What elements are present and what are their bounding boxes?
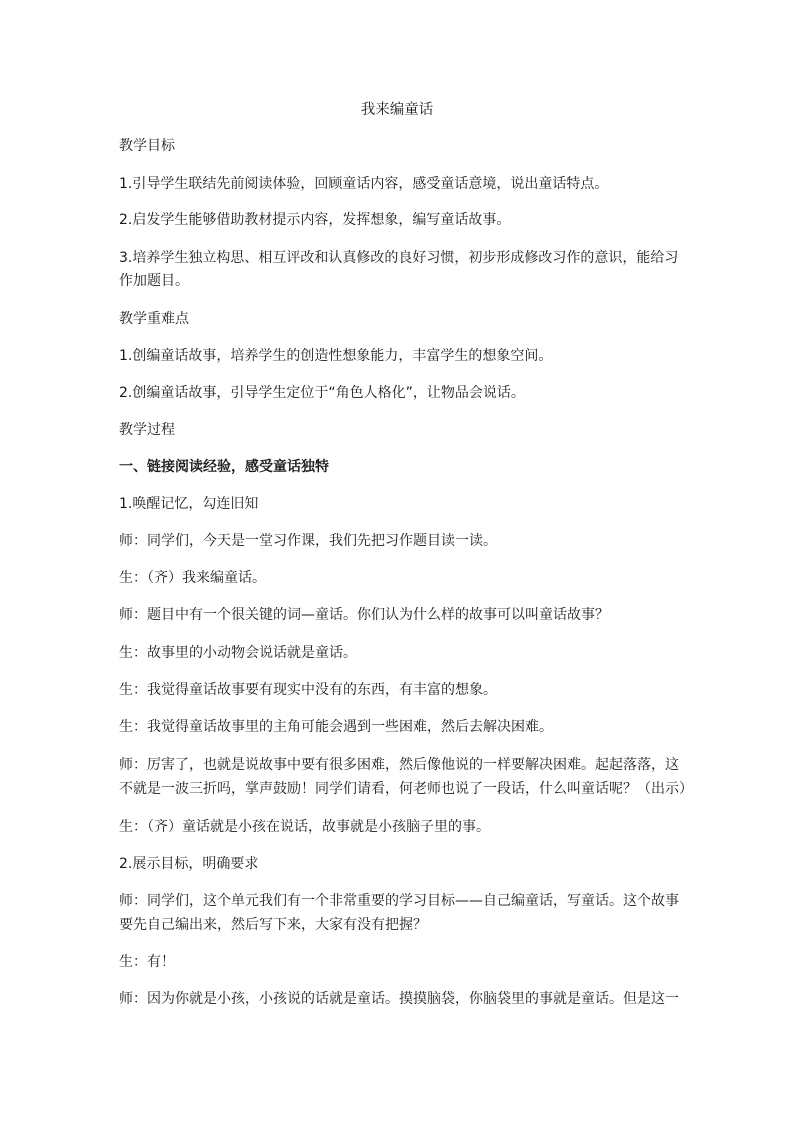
step-heading: 1.唤醒记忆，勾连旧知 bbox=[119, 496, 259, 512]
dialogue-line: 生：我觉得童话故事里的主角可能会遇到一些困难，然后去解决困难。 bbox=[119, 719, 553, 735]
dialogue-line: 生：（齐）我来编童话。 bbox=[119, 570, 266, 586]
step-heading: 2.展示目标，明确要求 bbox=[119, 856, 259, 872]
dialogue-line: 生：我觉得童话故事要有现实中没有的东西，有丰富的想象。 bbox=[119, 682, 497, 698]
paragraph: 1.创编童话故事，培养学生的创造性想象能力，丰富学生的想象空间。 bbox=[119, 348, 553, 364]
dialogue-line: 师：因为你就是小孩，小孩说的话就是童话。摸摸脑袋，你脑袋里的事就是童话。但是这一 bbox=[119, 991, 679, 1007]
dialogue-line: 生：故事里的小动物会说话就是童话。 bbox=[119, 645, 357, 661]
subsection-heading: 一、链接阅读经验，感受童话独特 bbox=[119, 459, 329, 475]
paragraph: 1.引导学生联结先前阅读体验，回顾童话内容，感受童话意境，说出童话特点。 bbox=[119, 176, 609, 192]
dialogue-line: 师：同学们，这个单元我们有一个非常重要的学习目标——自己编童话，写童话。这个故事 bbox=[119, 893, 679, 909]
paragraph-continuation: 作加题目。 bbox=[119, 273, 189, 289]
section-heading-key-points: 教学重难点 bbox=[119, 311, 189, 327]
dialogue-line-continuation: 要先自己编出来，然后写下来，大家有没有把握？ bbox=[119, 917, 427, 933]
dialogue-line: 生：有！ bbox=[119, 954, 175, 970]
section-heading-process: 教学过程 bbox=[119, 422, 175, 438]
paragraph: 3.培养学生独立构思、相互评改和认真修改的良好习惯，初步形成修改习作的意识，能给习 bbox=[119, 250, 679, 266]
dialogue-line: 生：（齐）童话就是小孩在说话，故事就是小孩脑子里的事。 bbox=[119, 819, 490, 835]
dialogue-line: 师：同学们，今天是一堂习作课，我们先把习作题目读一读。 bbox=[119, 533, 497, 549]
dialogue-line-continuation: 不就是一波三折吗，掌声鼓励！同学们请看，何老师也说了一段话，什么叫童话呢？（出示） bbox=[119, 781, 693, 797]
paragraph: 2.启发学生能够借助教材提示内容，发挥想象，编写童话故事。 bbox=[119, 212, 511, 228]
section-heading-objectives: 教学目标 bbox=[119, 138, 175, 154]
dialogue-line: 师：厉害了，也就是说故事中要有很多困难，然后像他说的一样要解决困难。起起落落，这 bbox=[119, 757, 679, 773]
document-title: 我来编童话 bbox=[360, 102, 434, 118]
dialogue-line: 师：题目中有一个很关键的词—童话。你们认为什么样的故事可以叫童话故事？ bbox=[119, 607, 609, 623]
paragraph: 2.创编童话故事，引导学生定位于“角色人格化”，让物品会说话。 bbox=[119, 385, 525, 401]
